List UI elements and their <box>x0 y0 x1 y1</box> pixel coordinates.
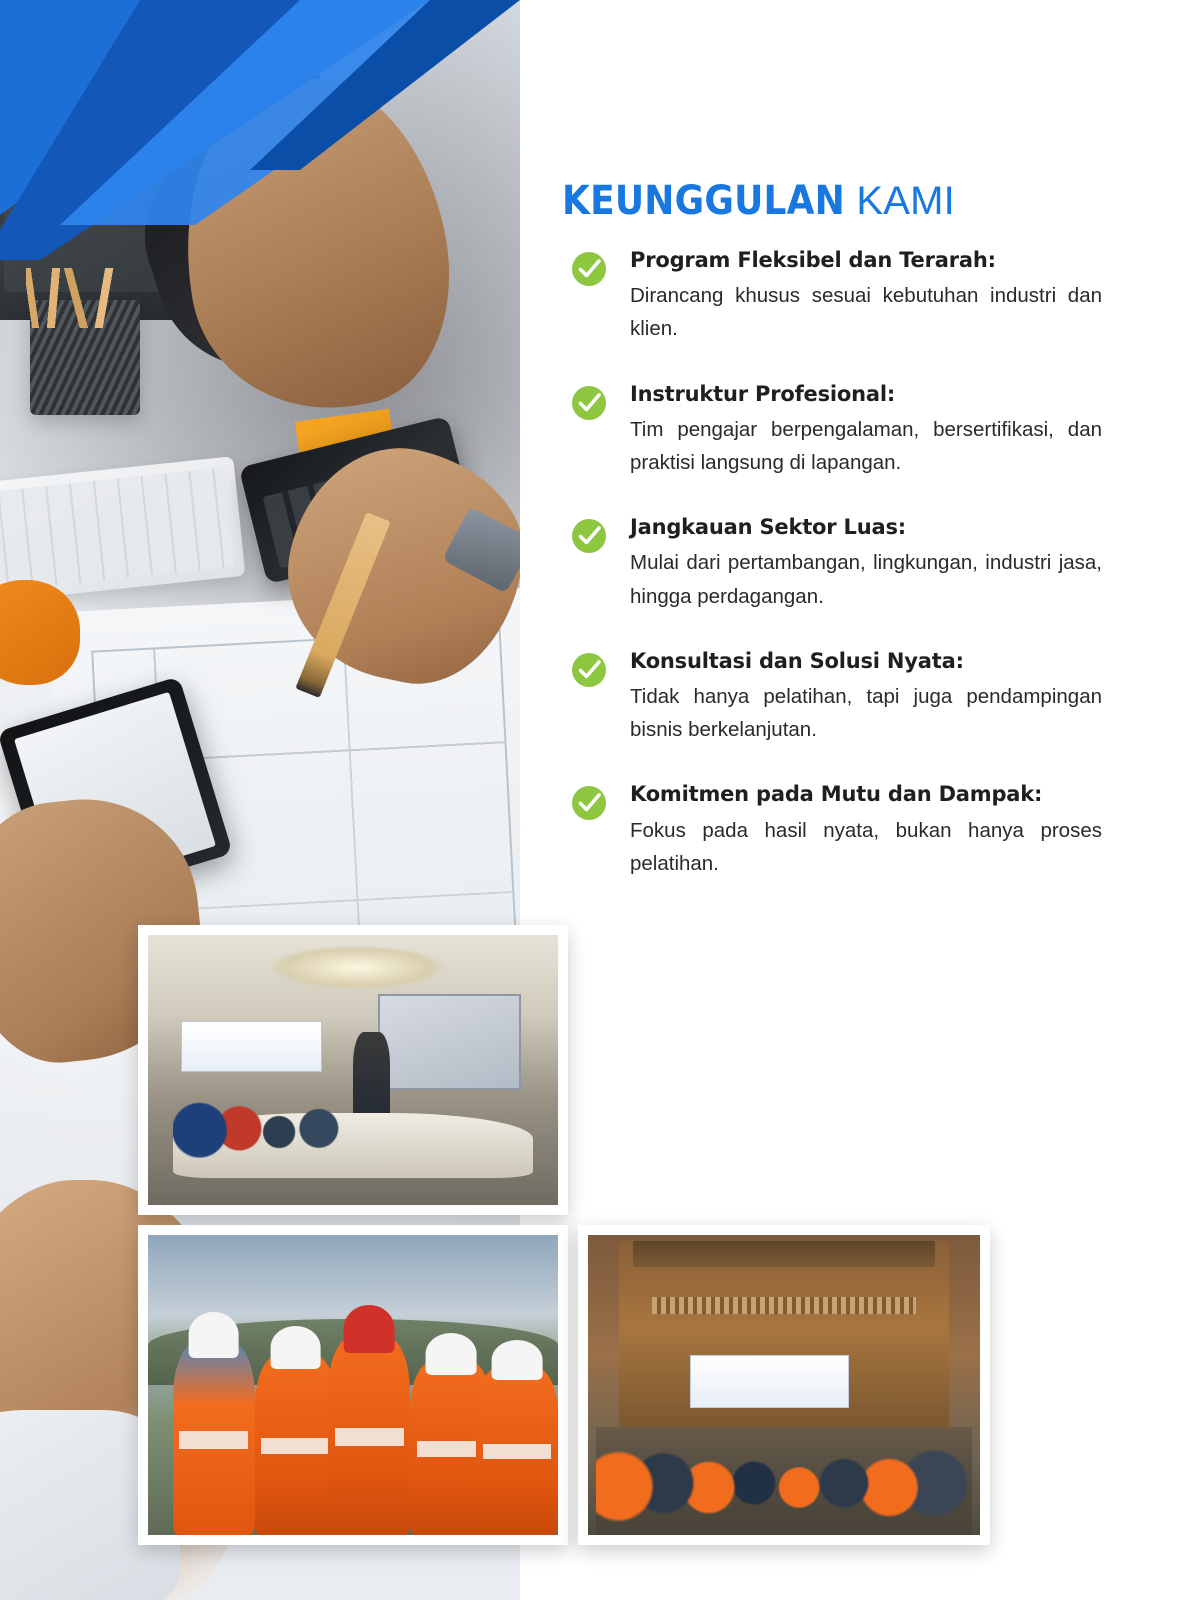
photo-inner <box>148 935 558 1205</box>
group-participants-shape <box>596 1427 972 1535</box>
advantage-title: Jangkauan Sektor Luas: <box>630 515 906 540</box>
list-item <box>562 649 1102 747</box>
worker-shape <box>328 1337 410 1535</box>
photo-inner <box>588 1235 980 1535</box>
helmet-shape <box>344 1305 395 1353</box>
check-circle-icon <box>570 651 608 689</box>
check-circle-icon <box>570 784 608 822</box>
group-photo-wooden-building <box>578 1225 990 1545</box>
check-circle-icon <box>570 250 608 288</box>
check-circle-icon <box>570 384 608 422</box>
advantage-title: Konsultasi dan Solusi Nyata: <box>630 648 964 673</box>
vest-stripe-shape <box>483 1444 552 1459</box>
participants-shape <box>173 1075 394 1167</box>
helmet-shape <box>188 1312 239 1358</box>
list-item <box>562 248 1102 346</box>
projector-screen-shape <box>378 994 521 1090</box>
check-circle-icon <box>570 517 608 555</box>
vest-stripe-shape <box>179 1431 248 1448</box>
event-banner-shape <box>690 1355 849 1408</box>
pencils-shape <box>26 268 156 328</box>
vest-stripe-shape <box>261 1438 330 1454</box>
helmet-shape <box>270 1326 321 1369</box>
advantage-description: Fokus pada hasil nyata, bukan hanya proses pelatihan. <box>630 818 1102 875</box>
page-title <box>562 178 955 224</box>
advantage-description: Dirancang khusus sesuai kebutuhan industri dan klien. <box>630 284 1102 341</box>
helmet-shape <box>426 1333 477 1375</box>
ceiling-light-shape <box>271 946 443 989</box>
helmet-shape <box>492 1340 543 1380</box>
list-item <box>562 382 1102 480</box>
list-item <box>562 782 1102 880</box>
list-item <box>562 515 1102 613</box>
field-workers-safety-vest-photo <box>138 1225 568 1545</box>
event-banner-shape <box>181 1021 322 1072</box>
worker-shape <box>476 1367 558 1535</box>
roof-shape <box>633 1241 936 1267</box>
railing-shape <box>652 1297 915 1314</box>
advantage-title: Komitmen pada Mutu dan Dampak: <box>630 782 1043 807</box>
advantages-list <box>562 248 1102 916</box>
advantage-title: Program Fleksibel dan Terarah: <box>630 248 996 272</box>
vest-stripe-shape <box>335 1428 404 1446</box>
worker-shape <box>255 1355 337 1535</box>
orange-object-shape <box>0 580 80 685</box>
advantage-description: Tim pengajar berpengalaman, bersertifikasi, dan praktisi langsung di lapangan. <box>630 417 1102 474</box>
page-title-bold: KEUNGGULAN <box>562 178 845 224</box>
advantage-title: Instruktur Profesional: <box>630 381 896 406</box>
advantage-description: Mulai dari pertambangan, lingkungan, industri jasa, hingga perdagangan. <box>630 551 1102 608</box>
advantage-description: Tidak hanya pelatihan, tapi juga pendampingan bisnis berkelanjutan. <box>630 684 1102 742</box>
training-meeting-room-photo <box>138 925 568 1215</box>
page-title-light: KAMI <box>856 179 955 223</box>
worker-shape <box>173 1343 255 1535</box>
photo-inner <box>148 1235 558 1535</box>
